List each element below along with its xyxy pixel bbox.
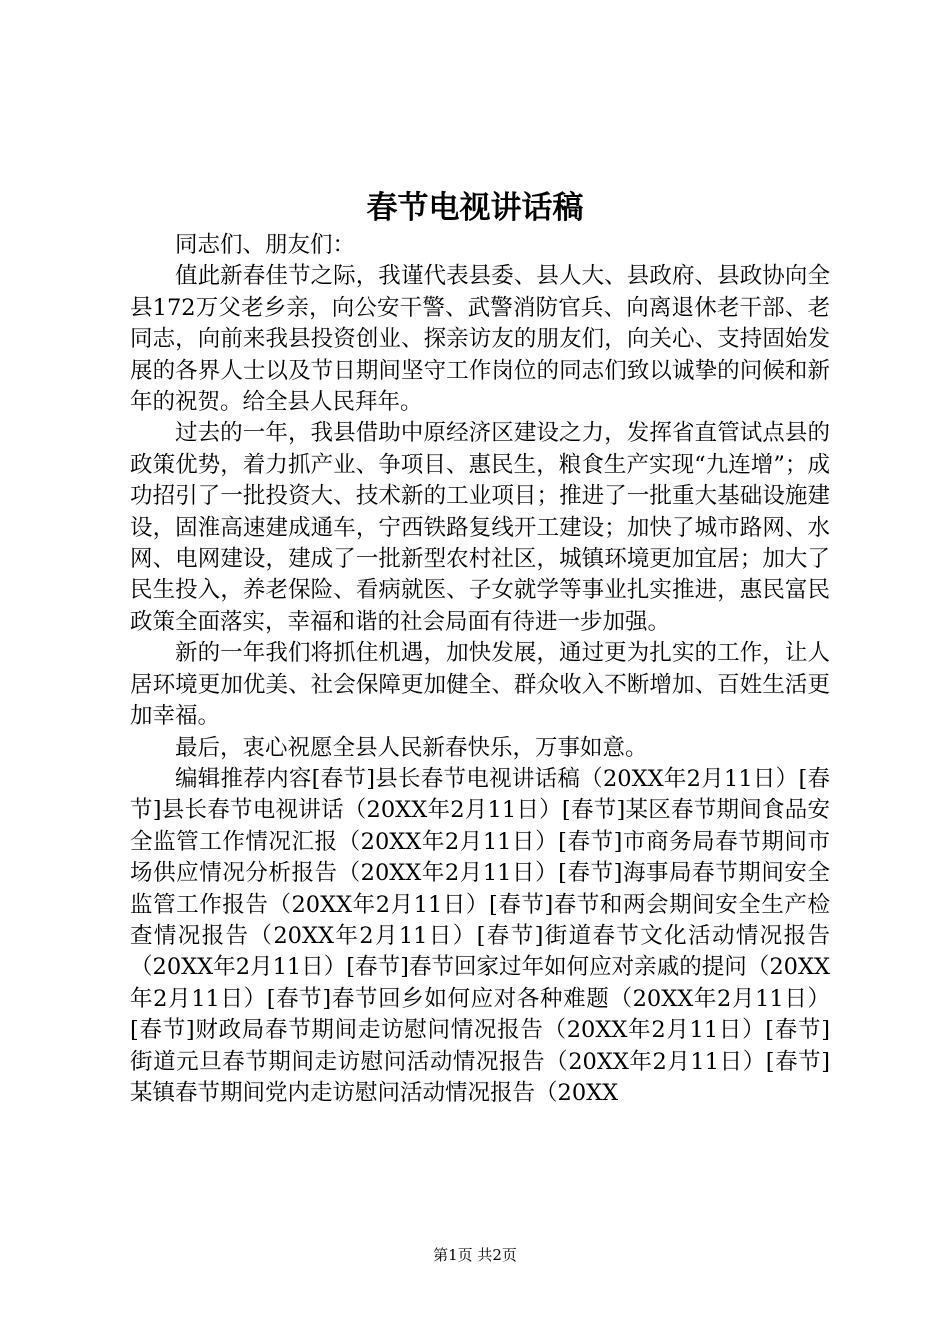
paragraph-greeting: 值此新春佳节之际，我谨代表县委、县人大、县政府、县政协向全县172万父老乡亲，向公安干警、武警消防官兵、向离退休老干部、老同志，向前来我县投资创业、探亲访友的朋友们，向关心、支持固始发展的各界人士以及节日期间坚守工作岗位的同志们致以诚挚的问候和新年的祝贺。给全县人民拜年。 — [130, 263, 830, 416]
paragraph-recommended: 编辑推荐内容[春节]县长春节电视讲话稿（20XX年2月11日）[春节]县长春节电视讲话（20XX年2月11日）[春节]某区春节期间食品安全监管工作情况汇报（20XX年2月11日）[春节]市商务局春节期间市场供应情况分析报告（20XX年2月11日）[春节]海事局春节期间安全监管工作报告（20XX年2月11日）[春节]春节和两会期间安全生产检查情况报告（20XX年2月11日）[春节]街道春节文化活动情况报告（20XX年2月11日）[春节]春节回家过年如何应对亲戚的提问（20XX年2月11日）[春节]春节回乡如何应对各种难题（20XX年2月11日）[春节]财政局春节期间走访慰问情况报告（20XX年2月11日）[春节]街道元旦春节期间走访慰问活动情况报告（20XX年2月11日）[春节]某镇春节期间党内走访慰问活动情况报告（20XX — [130, 765, 830, 1106]
paragraph-outlook: 新的一年我们将抓住机遇，加快发展，通过更为扎实的工作，让人居环境更加优美、社会保障更加健全、群众收入不断增加、百姓生活更加幸福。 — [130, 640, 830, 730]
document-title: 春节电视讲话稿 — [366, 190, 584, 226]
page-footer: 第1页 共2页 — [433, 1246, 517, 1264]
document-body — [130, 230, 830, 1109]
salutation: 同志们、朋友们： — [175, 232, 356, 258]
paragraph-review: 过去的一年，我县借助中原经济区建设之力，发挥省直管试点县的政策优势，着力抓产业、争项目、惠民生，粮食生产实现“九连增”；成功招引了一批投资大、技术新的工业项目；推进了一批重大基础设施建设，固淮高速建成通车，宁西铁路复线开工建设；加快了城市路网、水网、电网建设，建成了一批新型农村社区，城镇环境更加宜居；加大了民生投入，养老保险、看病就医、子女就学等事业扎实推进，惠民富民政策全面落实，幸福和谐的社会局面有待进一步加强。 — [130, 420, 830, 635]
paragraph-closing: 最后，衷心祝愿全县人民新春快乐，万事如意。 — [175, 734, 648, 761]
